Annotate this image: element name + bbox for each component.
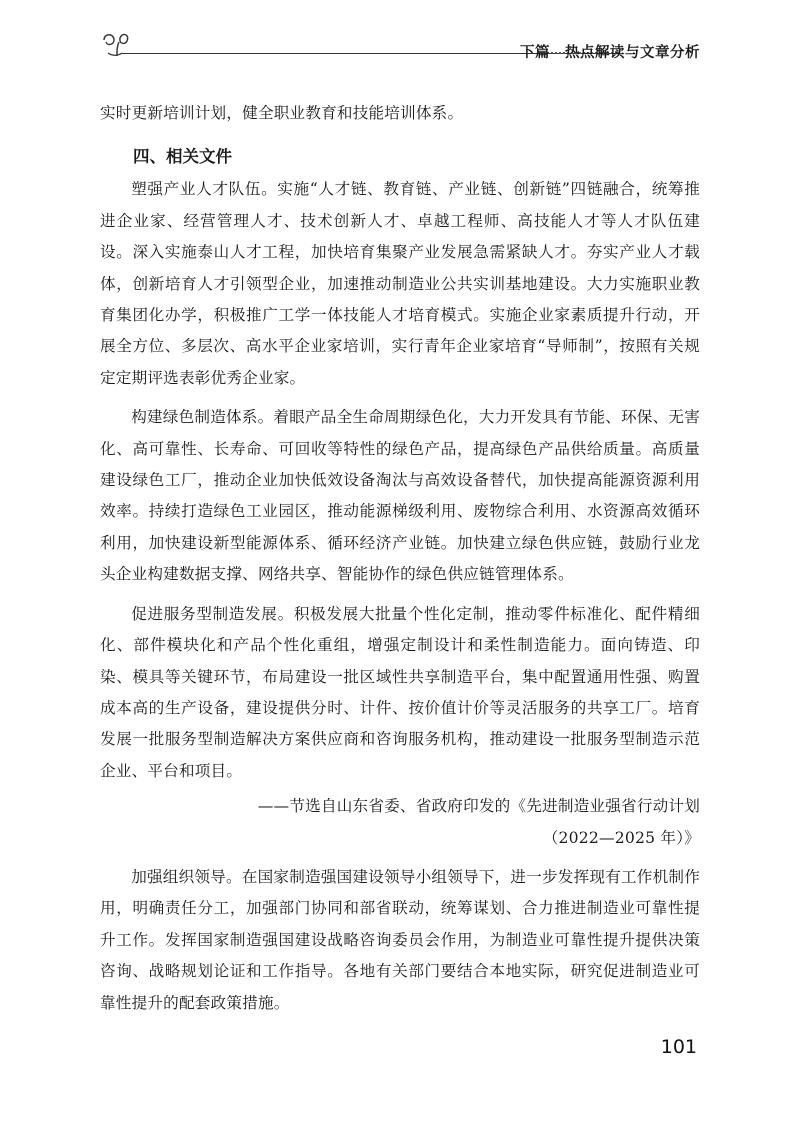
paragraph-organization: 加强组织领导。在国家制造强国建设领导小组领导下，进一步发挥现有工作机制作用，明确责任分工，加强部门协同和部省联动，统筹谋划、合力推进制造业可靠性提升工作。发挥国家制造强国建设战略咨询委员会作用，为制造业可靠性提升提供决策咨询、战略规划论证和工作指导。各地有关部门要结合本地实际，研究促进制造业可靠性提升的配套政策措施。: [100, 867, 700, 1012]
source-citation: ——节选自山东省委、省政府印发的《先进制造业强省行动计划: [257, 797, 700, 816]
paragraph-green-manufacturing: 构建绿色制造体系。着眼产品全生命周期绿色化，大力开发具有节能、环保、无害化、高可靠性、长寿命、可回收等特性的绿色产品，提高绿色产品供给质量。高质量建设绿色工厂，推动企业加快低效设备淘汰与高效设备替代，加快提高能源资源利用效率。持续打造绿色工业园区，推动能源梯级利用、废物综合利用、水资源高效循环利用，加快建设新型能源体系、循环经济产业链。加快建立绿色供应链，鼓励行业龙头企业构建数据支撑、网络共享、智能协作的绿色供应链管理体系。: [100, 408, 700, 584]
section-heading: 四、相关文件: [133, 147, 232, 167]
running-title: 下篇 热点解读与文章分析: [520, 45, 700, 61]
page-body: [100, 98, 700, 1019]
continued-paragraph: 实时更新培训计划，健全职业教育和技能培训体系。: [100, 104, 464, 122]
sprout-icon: [100, 30, 134, 60]
source-citation-years: （2022—2025 年）》: [542, 828, 700, 847]
paragraph-talent: 塑强产业人才队伍。实施“人才链、教育链、产业链、创新链”四链融合，统筹推进企业家、经营管理人才、技术创新人才、卓越工程师、高技能人才等人才队伍建设。深入实施泰山人才工程，加快培育集聚产业发展急需紧缺人才。夯实产业人才载体，创新培育人才引领型企业，加速推动制造业公共实训基地建设。大力实施职业教育集团化办学，积极推广工学一体技能人才培育模式。实施企业家素质提升行动，开展全方位、多层次、高水平企业家培训，实行青年企业家培育“导师制”，按照有关规定定期评选表彰优秀企业家。: [100, 180, 700, 387]
paragraph-service-manufacturing: 促进服务型制造发展。积极发展大批量个性化定制，推动零件标准化、配件精细化、部件模块化和产品个性化重组，增强定制设计和柔性制造能力。面向铸造、印染、模具等关键环节，布局建设一批区域性共享制造平台，集中配置通用性强、购置成本高的生产设备，建设提供分时、计件、按价值计价等灵活服务的共享工厂。培育发展一批服务型制造解决方案供应商和咨询服务机构，推动建设一批服务型制造示范企业、平台和项目。: [100, 604, 700, 780]
running-header: [100, 30, 700, 66]
page-number: 101: [660, 1036, 697, 1058]
